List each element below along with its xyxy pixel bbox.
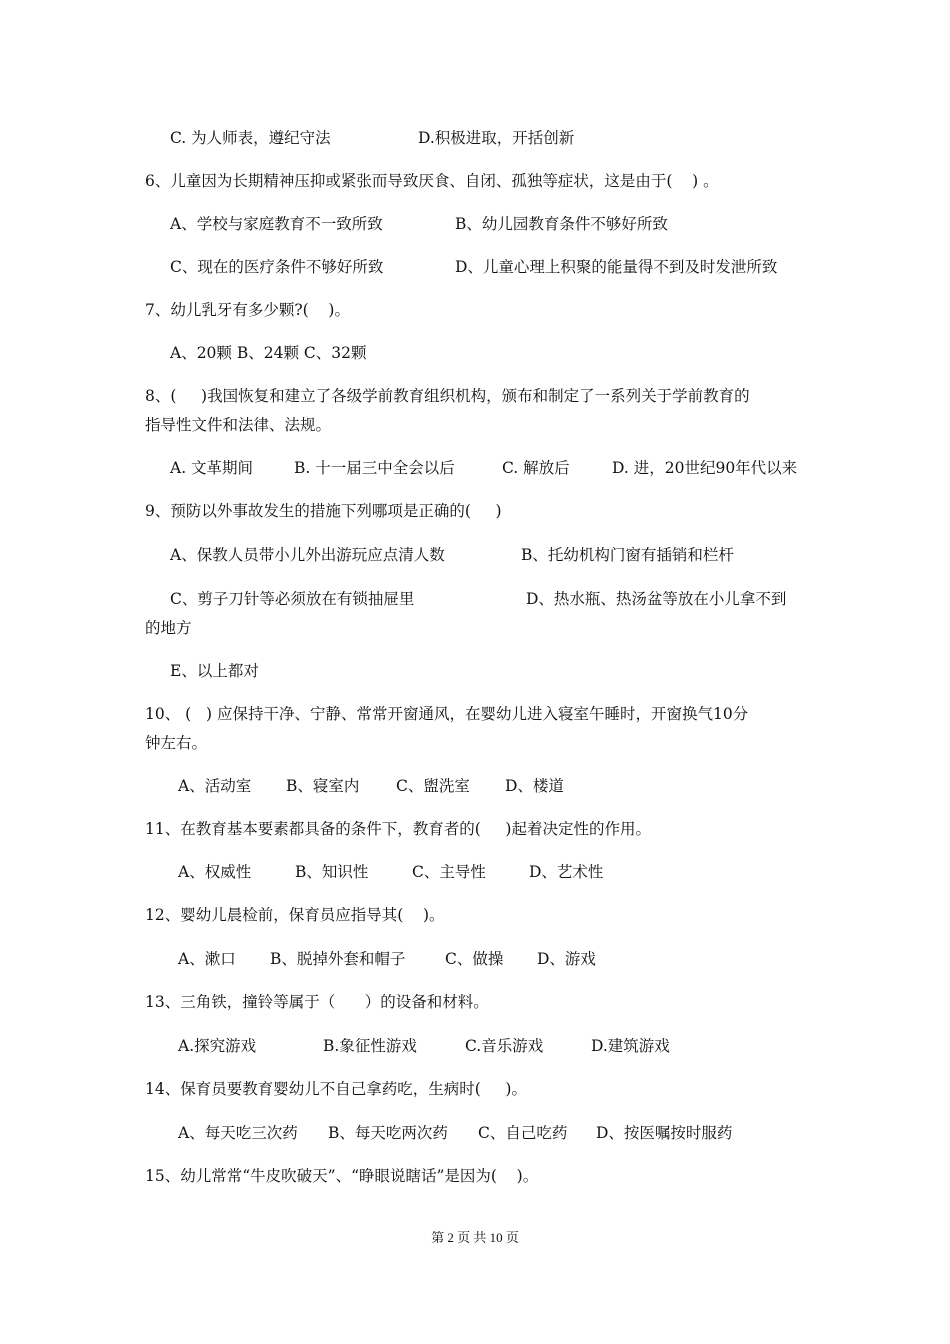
q6-option-a: A、学校与家庭教育不一致所致 (170, 215, 383, 233)
q8-stem-line-2: 指导性文件和法律、法规。 (145, 416, 332, 434)
q14-stem: 14、保育员要教育婴幼儿不自己拿药吃，生病时( )。 (145, 1080, 527, 1098)
q8-option-b: B. 十一届三中全会以后 (294, 459, 455, 477)
q9-option-d: D、热水瓶、热汤盆等放在小儿拿不到 (526, 590, 787, 608)
q13-option-d: D.建筑游戏 (591, 1037, 670, 1055)
q6-option-d: D、儿童心理上积聚的能量得不到及时发泄所致 (455, 258, 778, 276)
q8-option-d: D. 进，20世纪90年代以来 (612, 459, 798, 477)
q10-stem-line-1: 10、 ( ) 应保持干净、宁静、常常开窗通风，在婴幼儿进入寝室午睡时，开窗换气10分 (145, 705, 749, 723)
q9-option-a: A、保教人员带小儿外出游玩应点清人数 (170, 546, 445, 564)
q10-option-b: B、寝室内 (286, 777, 360, 795)
q11-option-a: A、权威性 (178, 863, 252, 881)
q10-option-c: C、盥洗室 (396, 777, 470, 795)
q14-option-a: A、每天吃三次药 (178, 1124, 298, 1142)
q15-stem: 15、幼儿常常“牛皮吹破天”、“睁眼说瞎话”是因为( )。 (145, 1167, 539, 1185)
q10-stem-line-2: 钟左右。 (145, 734, 208, 752)
q9-option-c: C、剪子刀针等必须放在有锁抽屉里 (170, 590, 415, 608)
q11-option-c: C、主导性 (412, 863, 486, 881)
q11-option-d: D、艺术性 (529, 863, 604, 881)
q8-stem-line-1: 8、( )我国恢复和建立了各级学前教育组织机构，颁布和制定了一系列关于学前教育的 (145, 387, 750, 405)
q12-stem: 12、婴幼儿晨检前，保育员应指导其( )。 (145, 906, 445, 924)
q14-option-d: D、按医嘱按时服药 (596, 1124, 733, 1142)
q12-option-c: C、做操 (445, 950, 504, 968)
q9-option-e: E、以上都对 (170, 662, 259, 680)
q12-option-b: B、脱掉外套和帽子 (270, 950, 406, 968)
q12-option-d: D、游戏 (537, 950, 596, 968)
q8-option-c: C. 解放后 (502, 459, 570, 477)
q9-stem: 9、预防以外事故发生的措施下列哪项是正确的( ) (145, 502, 502, 520)
q12-option-a: A、漱口 (178, 950, 236, 968)
q10-option-d: D、楼道 (505, 777, 564, 795)
q13-option-b: B.象征性游戏 (323, 1037, 417, 1055)
q9-option-b: B、托幼机构门窗有插销和栏杆 (521, 546, 734, 564)
page-number-footer: 第 2 页 共 10 页 (431, 1230, 519, 1245)
q6-stem: 6、儿童因为长期精神压抑或紧张而导致厌食、自闭、孤独等症状，这是由于( ) 。 (145, 172, 719, 190)
q8-option-a: A. 文革期间 (170, 459, 254, 477)
q13-option-c: C.音乐游戏 (465, 1037, 544, 1055)
q7-options: A、20颗 B、24颗 C、32颗 (170, 344, 367, 362)
q13-option-a: A.探究游戏 (178, 1037, 257, 1055)
q5-option-d: D.积极进取，开括创新 (418, 129, 575, 147)
q11-stem: 11、在教育基本要素都具备的条件下，教育者的( )起着决定性的作用。 (145, 820, 651, 838)
q13-stem: 13、三角铁，撞铃等属于（ ）的设备和材料。 (145, 993, 489, 1011)
q11-option-b: B、知识性 (295, 863, 369, 881)
q6-option-c: C、现在的医疗条件不够好所致 (170, 258, 384, 276)
q6-option-b: B、幼儿园教育条件不够好所致 (455, 215, 668, 233)
q14-option-b: B、每天吃两次药 (328, 1124, 448, 1142)
q7-stem: 7、幼儿乳牙有多少颗?( )。 (145, 301, 350, 319)
q10-option-a: A、活动室 (178, 777, 252, 795)
q9-option-d-continued: 的地方 (145, 619, 192, 637)
q14-option-c: C、自己吃药 (478, 1124, 568, 1142)
q5-option-c: C. 为人师表，遵纪守法 (170, 129, 331, 147)
